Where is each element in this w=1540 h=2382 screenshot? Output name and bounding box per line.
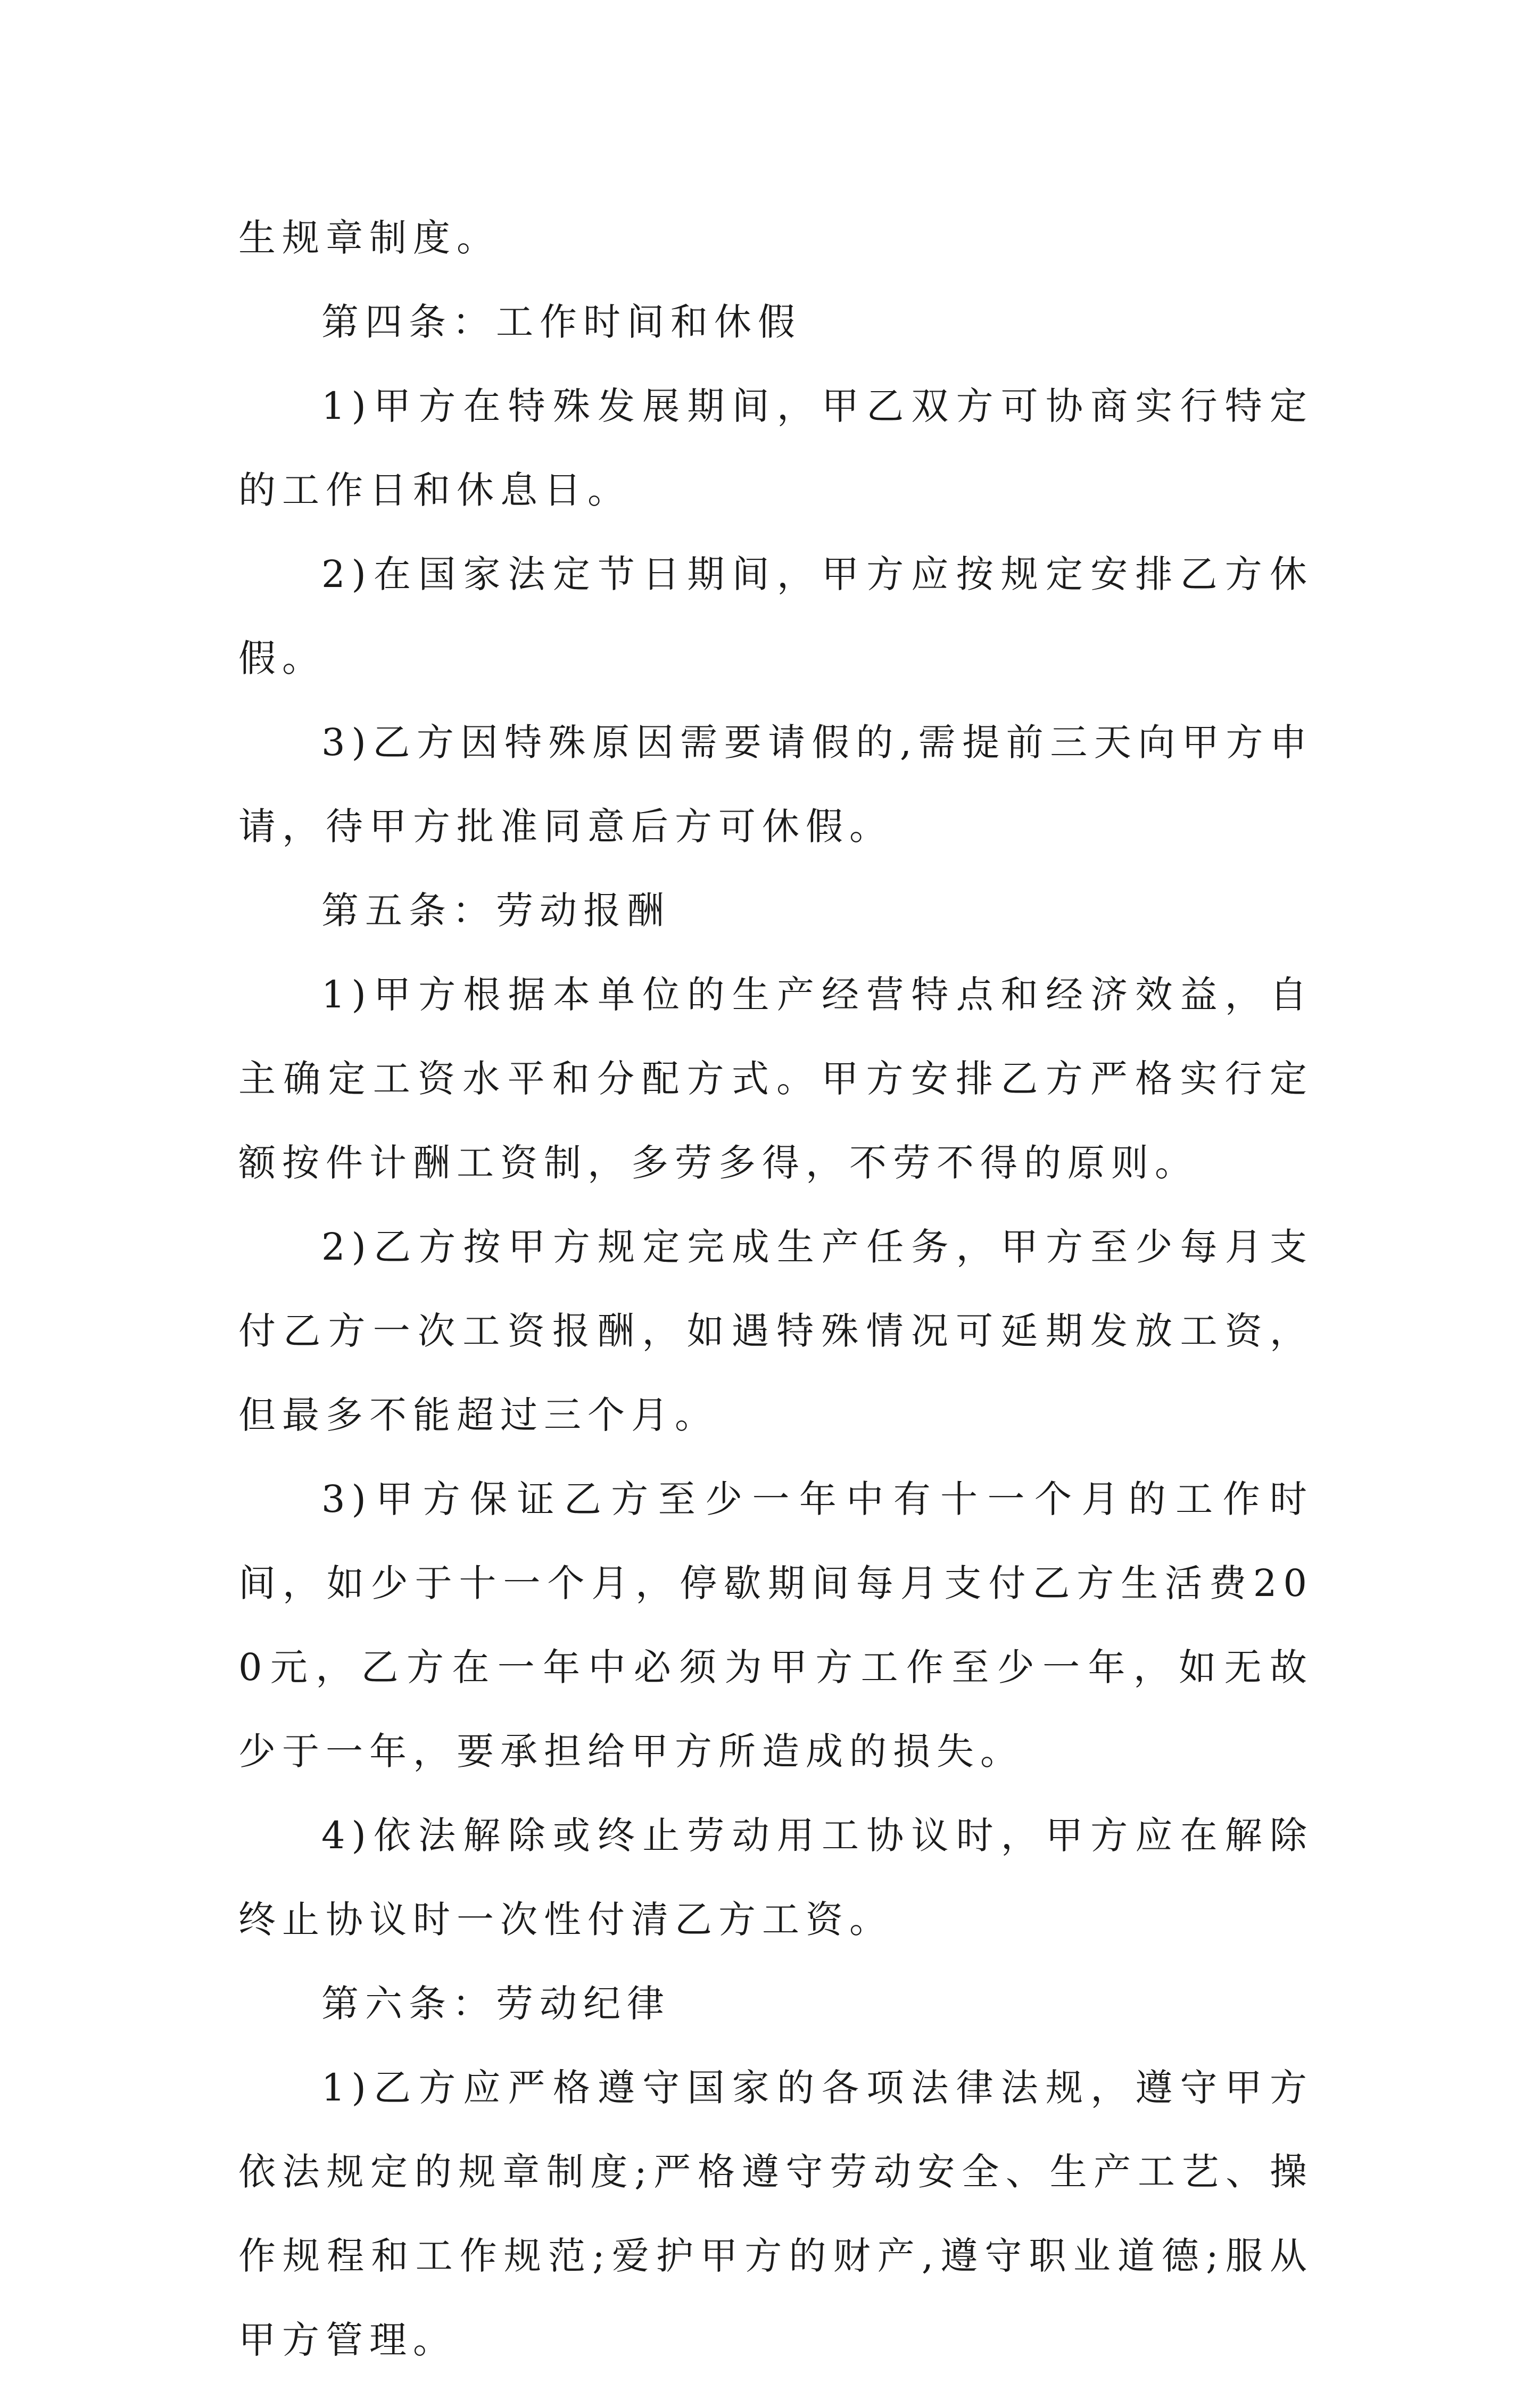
paragraph-continuation: 生规章制度。 xyxy=(238,216,500,260)
section-heading-article-5: 第五条：劳动报酬 xyxy=(321,889,670,932)
clause-4-1: 1)甲方在特殊发展期间，甲乙双方可协商实行特定的工作日和休息日。 xyxy=(238,384,1313,512)
document-body xyxy=(238,196,1313,2382)
clause-5-4: 4)依法解除或终止劳动用工协议时，甲方应在解除终止协议时一次性付清乙方工资。 xyxy=(238,1814,1313,1941)
clause-4-3: 3)乙方因特殊原因需要请假的,需提前三天向甲方申请，待甲方批准同意后方可休假。 xyxy=(238,721,1313,848)
clause-5-3: 3)甲方保证乙方至少一年中有十一个月的工作时间，如少于十一个月，停歇期间每月支付乙方生活费200元，乙方在一年中必须为甲方工作至少一年，如无故少于一年，要承担给甲方所造成的损失。 xyxy=(238,1477,1313,1773)
clause-5-1: 1)甲方根据本单位的生产经营特点和经济效益，自主确定工资水平和分配方式。甲方安排乙方严格实行定额按件计酬工资制，多劳多得，不劳不得的原则。 xyxy=(238,973,1313,1185)
section-heading-article-4: 第四条：工作时间和休假 xyxy=(321,300,801,344)
clause-5-2: 2)乙方按甲方规定完成生产任务，甲方至少每月支付乙方一次工资报酬，如遇特殊情况可延期发放工资，但最多不能超过三个月。 xyxy=(238,1225,1313,1437)
clause-6-1: 1)乙方应严格遵守国家的各项法律法规，遵守甲方依法规定的规章制度;严格遵守劳动安全、生产工艺、操作规程和工作规范;爱护甲方的财产,遵守职业道德;服从甲方管理。 xyxy=(238,2066,1313,2362)
clause-4-2: 2)在国家法定节日期间，甲方应按规定安排乙方休假。 xyxy=(238,552,1313,680)
section-heading-article-6: 第六条：劳动纪律 xyxy=(321,1982,670,2025)
